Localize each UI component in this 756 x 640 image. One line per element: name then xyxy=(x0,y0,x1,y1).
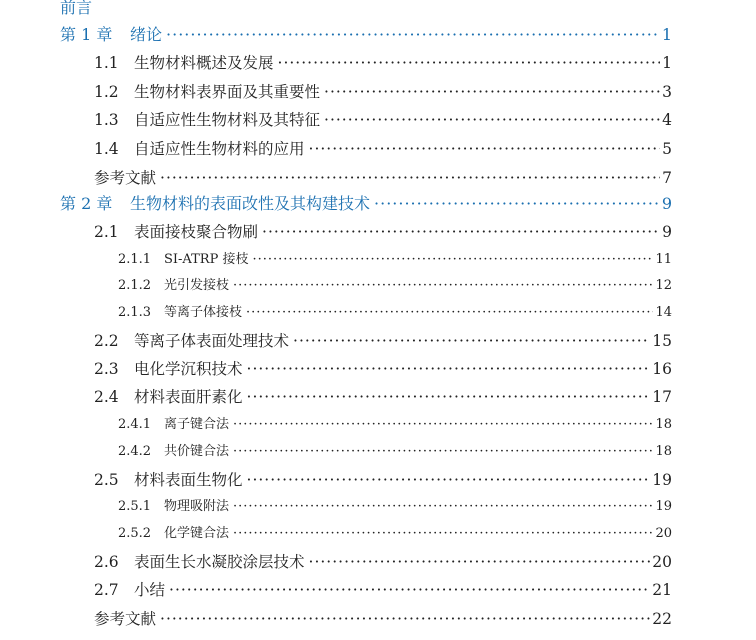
dot-leader xyxy=(262,225,660,241)
toc-entry-page-number: 9 xyxy=(662,223,672,241)
toc-entry-subsection[interactable] xyxy=(118,445,672,458)
toc-entry-number: 第 2 章 xyxy=(60,194,113,213)
toc-entry-subsection[interactable] xyxy=(118,306,672,319)
toc-entry-title: 参考文献 xyxy=(94,169,157,187)
dot-leader xyxy=(160,171,660,187)
dot-leader xyxy=(324,113,660,129)
toc-entry-section[interactable] xyxy=(94,334,672,350)
toc-entry-number: 2.1.2 xyxy=(118,278,152,293)
toc-entry-page-number: 14 xyxy=(655,305,672,320)
toc-entry-number: 1.4 xyxy=(94,140,119,158)
toc-entry-title: 共价键合法 xyxy=(164,444,230,459)
toc-entry-number: 2.7 xyxy=(94,581,119,599)
dot-leader xyxy=(233,445,653,458)
toc-entry-page-number: 20 xyxy=(652,553,672,571)
toc-entry-page-number: 22 xyxy=(652,610,672,628)
toc-entry-number: 2.2 xyxy=(94,332,119,350)
toc-entry-section[interactable] xyxy=(94,56,672,72)
toc-entry-chapter[interactable] xyxy=(60,27,672,43)
toc-entry-section[interactable] xyxy=(94,113,672,129)
toc-entry-page-number: 9 xyxy=(661,194,672,213)
toc-entry-ref[interactable] xyxy=(94,171,672,187)
dot-leader xyxy=(247,473,651,489)
toc-entry-subsection[interactable] xyxy=(118,527,672,540)
dot-leader xyxy=(247,362,651,378)
toc-entry-title: 生物材料表界面及其重要性 xyxy=(134,83,321,101)
toc-entry-page-number: 1 xyxy=(661,25,672,44)
toc-entry-page-number: 21 xyxy=(652,581,672,599)
toc-entry-page-number: 18 xyxy=(655,444,672,459)
toc-entry-page-number: 18 xyxy=(655,417,672,432)
dot-leader xyxy=(233,418,653,431)
toc-entry-page-number: 1 xyxy=(662,54,672,72)
toc-entry-number: 2.4 xyxy=(94,388,119,406)
toc-entry-number: 2.5.1 xyxy=(118,499,152,514)
toc-entry-title: 表面接枝聚合物刷 xyxy=(134,223,259,241)
toc-entry-title: 等离子体接枝 xyxy=(164,305,243,320)
toc-entry-page-number: 15 xyxy=(652,332,672,350)
dot-leader xyxy=(233,500,653,513)
toc-entry-section[interactable] xyxy=(94,555,672,571)
toc-entry-title: 材料表面生物化 xyxy=(134,471,243,489)
toc-entry-title: 生物材料的表面改性及其构建技术 xyxy=(130,194,371,213)
toc-entry-number: 第 1 章 xyxy=(60,25,113,44)
dot-leader xyxy=(169,583,650,599)
toc-entry-subsection[interactable] xyxy=(118,253,672,266)
toc-entry-number: 1.2 xyxy=(94,83,119,101)
toc-entry-page-number: 19 xyxy=(655,499,672,514)
toc-entry-number: 2.4.2 xyxy=(118,444,152,459)
dot-leader xyxy=(233,279,653,292)
dot-leader xyxy=(247,390,651,406)
toc-entry-section[interactable] xyxy=(94,85,672,101)
dot-leader xyxy=(324,85,660,101)
dot-leader xyxy=(374,196,660,212)
dot-leader xyxy=(293,334,650,350)
dot-leader xyxy=(233,527,653,540)
toc-entry-page-number: 20 xyxy=(655,526,672,541)
toc-entry-title: 化学键合法 xyxy=(164,526,230,541)
toc-entry-subsection[interactable] xyxy=(118,418,672,431)
toc-entry-page-number: 16 xyxy=(652,360,672,378)
toc-entry-number: 2.6 xyxy=(94,553,119,571)
toc-entry-page-number: 17 xyxy=(652,388,672,406)
toc-entry-chapter[interactable] xyxy=(60,196,672,212)
toc-entry-section[interactable] xyxy=(94,362,672,378)
toc-entry-title: 离子键合法 xyxy=(164,417,230,432)
dot-leader xyxy=(246,306,653,319)
dot-leader xyxy=(252,253,653,266)
toc-entry-number: 2.1.1 xyxy=(118,252,152,267)
toc-entry-subsection[interactable] xyxy=(118,279,672,292)
toc-entry-title: 绪论 xyxy=(130,25,163,44)
toc-entry-title: 表面生长水凝胶涂层技术 xyxy=(134,553,305,571)
toc-entry-number: 1.3 xyxy=(94,111,119,129)
toc-entry-section[interactable] xyxy=(94,142,672,158)
toc-entry-number: 2.1 xyxy=(94,223,119,241)
toc-entry-number: 2.4.1 xyxy=(118,417,152,432)
toc-entry-title: 生物材料概述及发展 xyxy=(134,54,274,72)
toc-entry-page-number: 12 xyxy=(655,278,672,293)
toc-entry-title: 自适应性生物材料及其特征 xyxy=(134,111,321,129)
toc-entry-title: 自适应性生物材料的应用 xyxy=(134,140,305,158)
front-heading-label: 前言 xyxy=(60,0,93,17)
toc-entry-number: 1.1 xyxy=(94,54,119,72)
dot-leader xyxy=(309,555,651,571)
toc-entry-subsection[interactable] xyxy=(118,500,672,513)
toc-entry-ref[interactable] xyxy=(94,612,672,628)
toc-entry-title: 光引发接枝 xyxy=(164,278,230,293)
toc-entry-number: 2.5 xyxy=(94,471,119,489)
toc-entry-page-number: 5 xyxy=(662,140,672,158)
toc-entry-title: SI-ATRP 接枝 xyxy=(164,252,249,267)
toc-entry-page-number: 19 xyxy=(652,471,672,489)
dot-leader xyxy=(160,612,650,628)
toc-entry-number: 2.1.3 xyxy=(118,305,152,320)
toc-entry-title: 电化学沉积技术 xyxy=(134,360,243,378)
toc-entry-page-number: 7 xyxy=(662,169,672,187)
toc-entry-page-number: 3 xyxy=(662,83,672,101)
toc-entry-title: 材料表面肝素化 xyxy=(134,388,243,406)
dot-leader xyxy=(309,142,661,158)
toc-entry-title: 等离子体表面处理技术 xyxy=(134,332,290,350)
toc-entry-title: 参考文献 xyxy=(94,610,157,628)
toc-entry-section[interactable] xyxy=(94,583,672,599)
toc-entry-title: 物理吸附法 xyxy=(164,499,230,514)
dot-leader xyxy=(278,56,661,72)
front-heading[interactable] xyxy=(60,0,92,16)
toc-entry-section[interactable] xyxy=(94,390,672,406)
dot-leader xyxy=(166,27,660,43)
toc-entry-section[interactable] xyxy=(94,473,672,489)
toc-entry-number: 2.5.2 xyxy=(118,526,152,541)
toc-entry-page-number: 4 xyxy=(662,111,672,129)
toc-entry-title: 小结 xyxy=(134,581,166,599)
toc-entry-page-number: 11 xyxy=(655,252,672,267)
toc-entry-section[interactable] xyxy=(94,225,672,241)
toc-entry-number: 2.3 xyxy=(94,360,119,378)
